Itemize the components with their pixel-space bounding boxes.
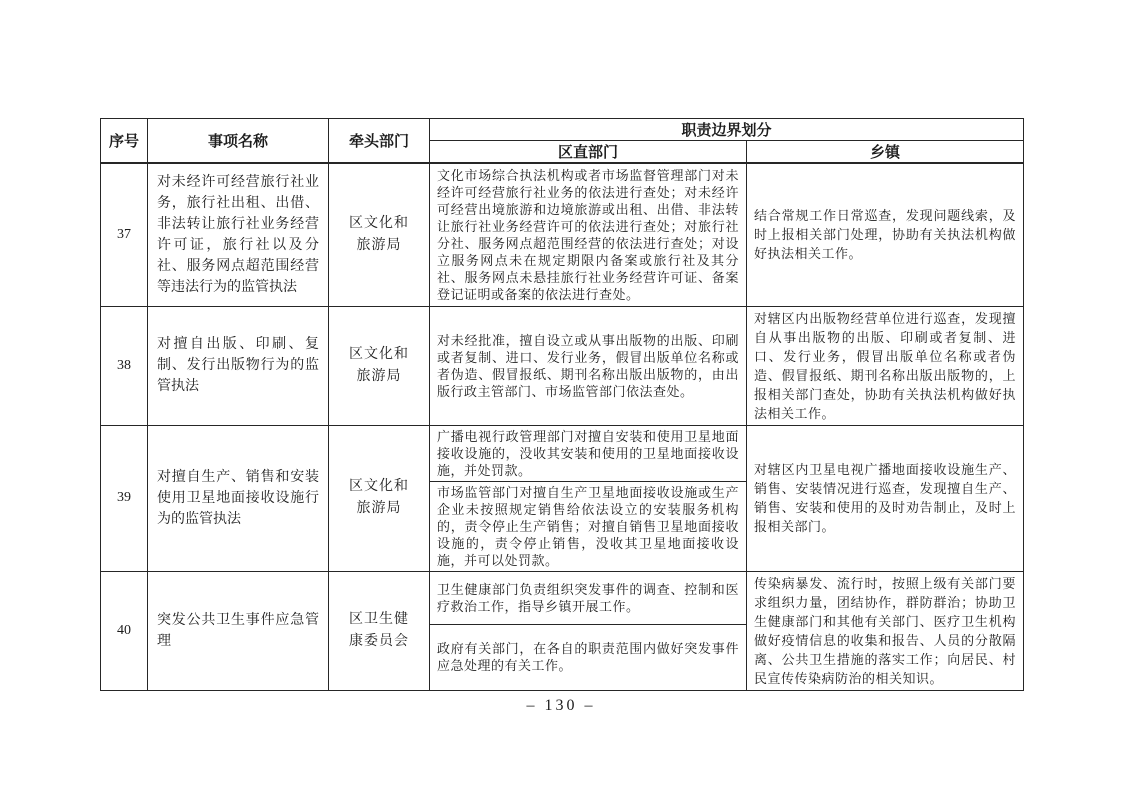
- header-seq-no: 序号: [101, 119, 148, 164]
- row39-seq: 39: [101, 425, 148, 571]
- table-row: [101, 163, 1024, 306]
- row37-item: 对未经许可经营旅行社业务，旅行社出租、出借、非法转让旅行社业务经营许可证，旅行社以及分社、服务网点超范围经营等违法行为的监管执法: [148, 163, 329, 306]
- responsibility-table: [100, 118, 1024, 691]
- row39-district-2: 市场监管部门对擅自生产卫星地面接收设施或生产企业未按照规定销售给依法设立的安装服务机构的，责令停止生产销售；对擅自销售卫星地面接收设施的，责令停止销售，没收其卫星地面接收设施，并可以处罚款。: [430, 481, 747, 571]
- row40-item: 突发公共卫生事件应急管理: [148, 571, 329, 690]
- table-row: [101, 425, 1024, 481]
- row39-item: 对擅自生产、销售和安装使用卫星地面接收设施行为的监管执法: [148, 425, 329, 571]
- row37-district: 文化市场综合执法机构或者市场监督管理部门对未经许可经营旅行社业务的依法进行查处；对未经许可经营出境旅游和边境旅游或出租、出借、非法转让旅行社业务经营许可的依法进行查处；对旅行社分社、服务网点超范围经营的依法进行查处；对设立服务网点未在规定期限内备案或旅行社及其分社、服务网点未悬挂旅行社业务经营许可证、备案登记证明或备案的依法进行查处。: [430, 163, 747, 306]
- table-row: [101, 306, 1024, 425]
- row39-district-1: 广播电视行政管理部门对擅自安装和使用卫星地面接收设施的，没收其安装和使用的卫星地面接收设施，并处罚款。: [430, 425, 747, 481]
- row39-lead-text: 区文化和旅游局: [349, 479, 409, 516]
- row37-seq: 37: [101, 163, 148, 306]
- row37-lead-text: 区文化和旅游局: [349, 215, 409, 253]
- row39-township: 对辖区内卫星电视广播地面接收设施生产、销售、安装情况进行巡查，发现擅自生产、销售、安装和使用的及时劝告制止，及时上报相关部门。: [747, 425, 1024, 571]
- table-row: [101, 571, 1024, 625]
- row40-seq: 40: [101, 571, 148, 690]
- row40-township: 传染病暴发、流行时，按照上级有关部门要求组织力量，团结协作，群防群治；协助卫生健康部门和其他有关部门、医疗卫生机构做好疫情信息的收集和报告、人员的分散隔离、公共卫生措施的落实工作；向居民、村民宣传传染病防治的相关知识。: [747, 571, 1024, 690]
- row40-lead: [329, 571, 430, 690]
- header-item-name: 事项名称: [148, 119, 329, 164]
- header-township: 乡镇: [747, 141, 1024, 164]
- row40-district-1: 卫生健康部门负责组织突发事件的调查、控制和医疗救治工作，指导乡镇开展工作。: [430, 571, 747, 625]
- row40-district-2: 政府有关部门，在各自的职责范围内做好突发事件应急处理的有关工作。: [430, 625, 747, 690]
- row38-township: 对辖区内出版物经营单位进行巡查，发现擅自从事出版物的出版、印刷或者复制、进口、发行业务，假冒出版单位名称或者伪造、假冒报纸、期刊名称出版出版物的，上报相关部门查处，协助有关执法机构做好执法相关工作。: [747, 306, 1024, 425]
- row38-district: 对未经批准，擅自设立或从事出版物的出版、印刷或者复制、进口、发行业务，假冒出版单位名称或者伪造、假冒报纸、期刊名称出版出版物的，由出版行政主管部门、市场监管部门依法查处。: [430, 306, 747, 425]
- row37-township: 结合常规工作日常巡查，发现问题线索，及时上报相关部门处理，协助有关执法机构做好执法相关工作。: [747, 163, 1024, 306]
- row38-lead-text: 区文化和旅游局: [349, 346, 409, 384]
- row39-lead: [329, 425, 430, 571]
- header-district-depts: 区直部门: [430, 141, 747, 164]
- header-boundary: 职责边界划分: [430, 119, 1024, 141]
- page-number: – 130 –: [526, 697, 596, 714]
- row38-item: 对擅自出版、印刷、复制、发行出版物行为的监管执法: [148, 306, 329, 425]
- header-lead-dept: 牵头部门: [329, 119, 430, 164]
- row37-lead: [329, 163, 430, 306]
- row40-lead-text: 区卫生健康委员会: [349, 611, 409, 649]
- row38-seq: 38: [101, 306, 148, 425]
- row38-lead: [329, 306, 430, 425]
